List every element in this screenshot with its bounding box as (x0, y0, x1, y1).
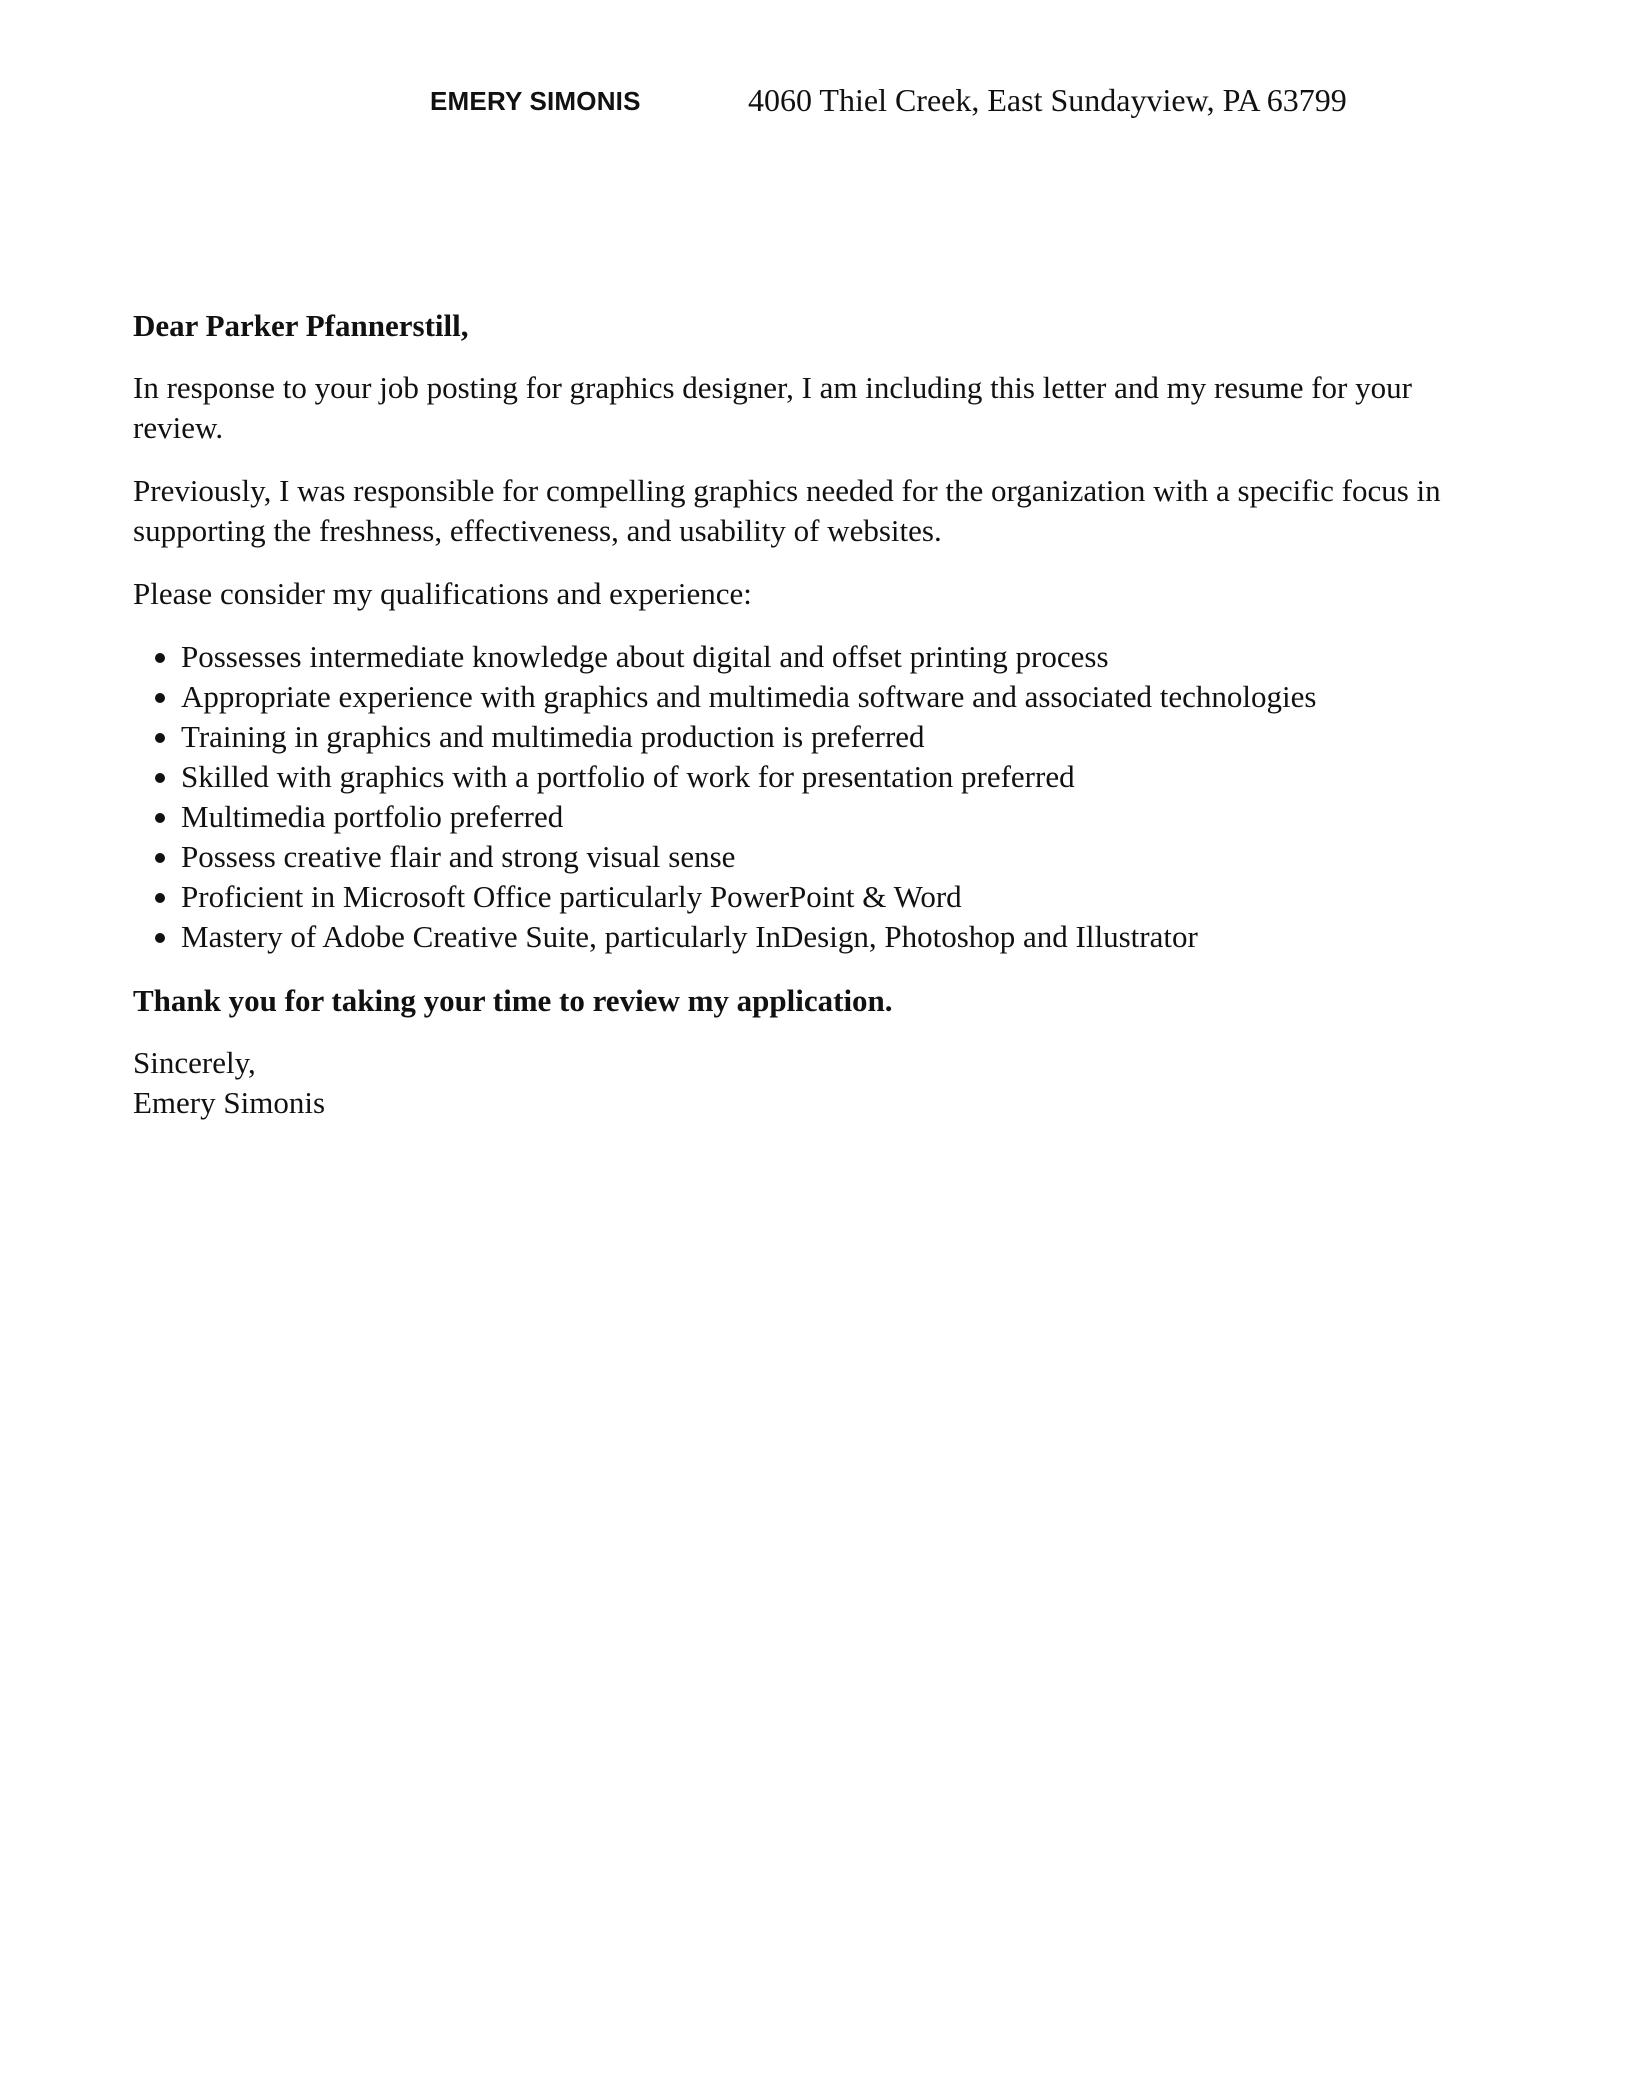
qualifications-list (133, 637, 1503, 957)
closing-word: Sincerely, (133, 1045, 256, 1080)
bullet-icon (155, 733, 165, 743)
bullet-icon (155, 933, 165, 943)
thank-you-line: Thank you for taking your time to review my application. (133, 983, 893, 1018)
list-item (133, 717, 1503, 757)
qualification-text: Possesses intermediate knowledge about digital and offset printing process (181, 639, 1109, 674)
intro-paragraph: In response to your job posting for graphics designer, I am including this letter and my resume for your review. (133, 370, 1412, 445)
qualification-text: Skilled with graphics with a portfolio of work for presentation preferred (181, 759, 1075, 794)
qualification-text: Possess creative flair and strong visual sense (181, 839, 736, 874)
bullet-icon (155, 853, 165, 863)
sender-address: 4060 Thiel Creek, East Sundayview, PA 63799 (748, 82, 1347, 118)
qualification-text: Multimedia portfolio preferred (181, 799, 564, 834)
bullet-icon (155, 893, 165, 903)
list-item (133, 757, 1503, 797)
qualification-text: Appropriate experience with graphics and multimedia software and associated technologies (181, 679, 1317, 714)
bullet-icon (155, 693, 165, 703)
letter-header (0, 82, 1632, 122)
list-item (133, 877, 1503, 917)
list-item (133, 677, 1503, 717)
bullet-icon (155, 773, 165, 783)
qualification-text: Mastery of Adobe Creative Suite, particularly InDesign, Photoshop and Illustrator (181, 919, 1198, 954)
list-item (133, 797, 1503, 837)
bullet-icon (155, 653, 165, 663)
list-item (133, 917, 1503, 957)
sender-name: EMERY SIMONIS (430, 86, 641, 116)
letter-body (133, 306, 1503, 1123)
qualification-text: Proficient in Microsoft Office particularly PowerPoint & Word (181, 879, 962, 914)
closing (133, 1043, 1503, 1123)
list-item (133, 837, 1503, 877)
list-item (133, 637, 1503, 677)
bullet-icon (155, 813, 165, 823)
qualification-text: Training in graphics and multimedia production is preferred (181, 719, 925, 754)
experience-paragraph: Previously, I was responsible for compelling graphics needed for the organization with a specific focus in supporting the freshness, effectiveness, and usability of websites. (133, 473, 1441, 548)
salutation: Dear Parker Pfannerstill, (133, 308, 469, 343)
signature-name: Emery Simonis (133, 1085, 326, 1120)
qualifications-intro: Please consider my qualifications and experience: (133, 576, 752, 611)
